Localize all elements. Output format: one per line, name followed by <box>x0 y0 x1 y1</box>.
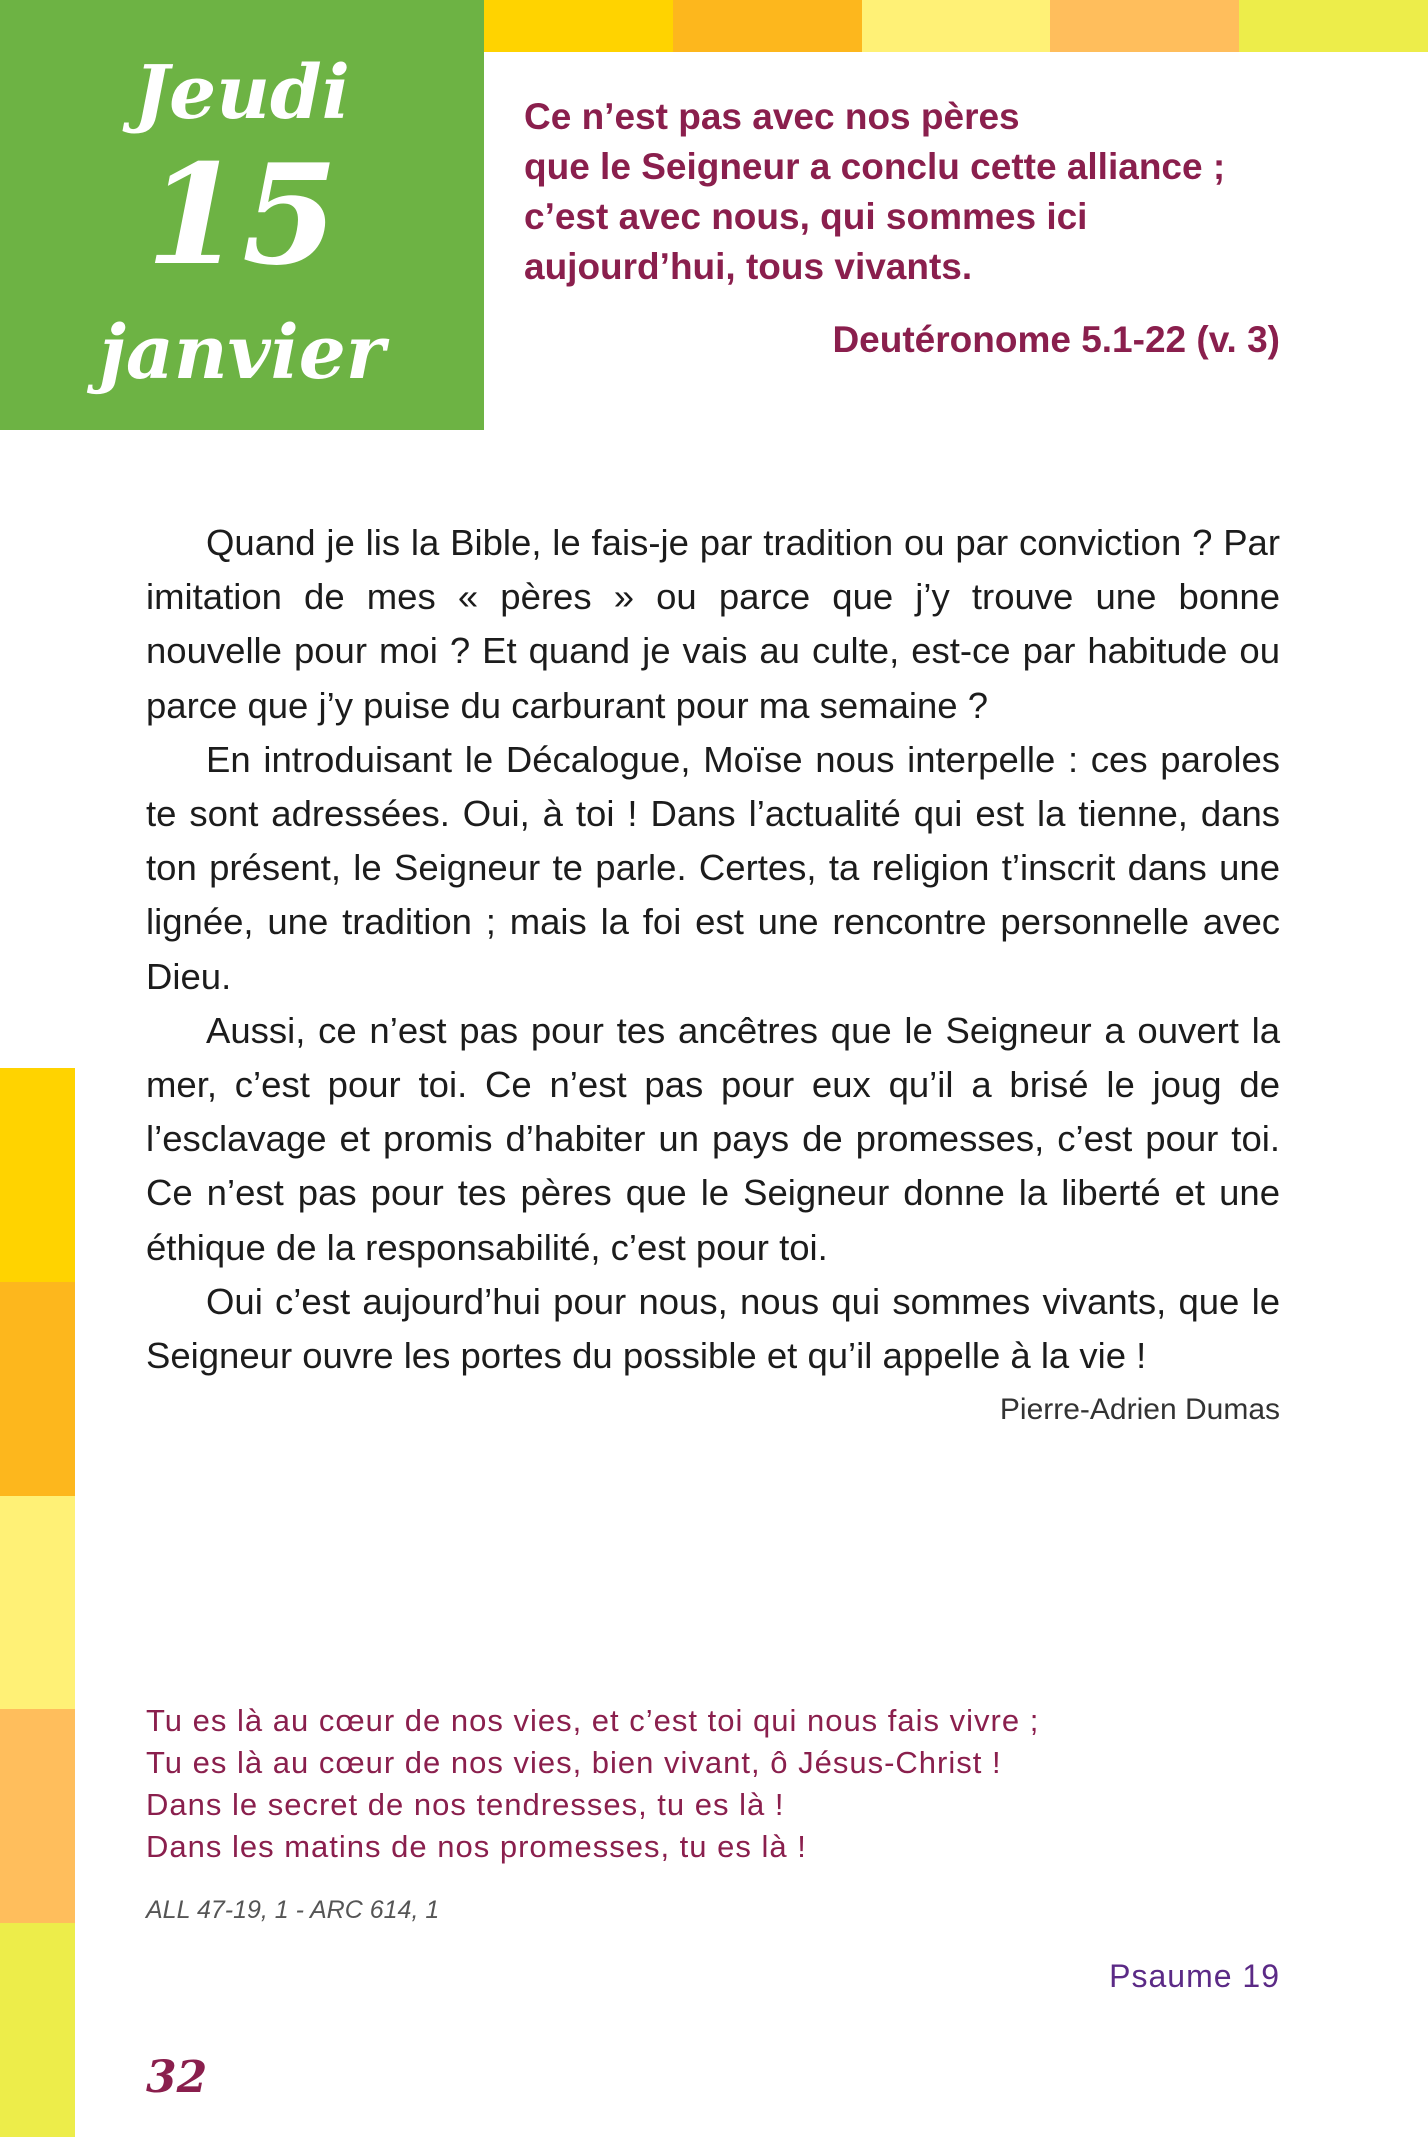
meditation-text <box>146 516 1280 1383</box>
verse-reference: Deutéronome 5.1-22 (v. 3) <box>832 319 1280 360</box>
strip-segment <box>1239 0 1428 52</box>
month-name: janvier <box>99 310 385 396</box>
strip-segment <box>484 0 673 52</box>
hymn-line: Tu es là au cœur de nos vies, et c’est toi qui nous fais vivre ; <box>146 1703 1040 1738</box>
paragraph: Aussi, ce n’est pas pour tes ancêtres que le Seigneur a ouvert la mer, c’est pour toi. Ce n’est pas pour eux qu’il a brisé le joug de l’esclavage et promis d’habiter un pays de promesses, c’est pour toi. Ce n’est pas pour tes pères que le Seigneur donne la liberté et une éthique de la responsabilité, c’est pour toi. <box>146 1009 1280 1268</box>
hymn-reference: ALL 47-19, 1 - ARC 614, 1 <box>146 1896 440 1924</box>
date-block <box>0 0 484 430</box>
verse-line: aujourd’hui, tous vivants. <box>524 246 973 287</box>
psalm-reference: Psaume 19 <box>1109 1958 1280 1994</box>
strip-segment <box>673 0 862 52</box>
strip-segment <box>0 1068 75 1282</box>
hymn-line: Dans les matins de nos promesses, tu es là ! <box>146 1829 807 1864</box>
author: Pierre-Adrien Dumas <box>999 1393 1280 1426</box>
paragraph: Quand je lis la Bible, le fais-je par tradition ou par conviction ? Par imitation de mes « pères » ou parce que j’y trouve une bonne nouvelle pour moi ? Et quand je vais au culte, est-ce par habitude ou parce que j’y puise du carburant pour ma semaine ? <box>146 522 1280 726</box>
strip-segment <box>1050 0 1239 52</box>
paragraph: Oui c’est aujourd’hui pour nous, nous qui sommes vivants, que le Seigneur ouvre les portes du possible et qu’il appelle à la vie ! <box>146 1280 1280 1377</box>
hymn-line: Dans le secret de nos tendresses, tu es là ! <box>146 1787 785 1822</box>
left-color-strip <box>0 1068 75 2137</box>
strip-segment <box>0 1923 75 2137</box>
paragraph: En introduisant le Décalogue, Moïse nous interpelle : ces paroles te sont adressées. Oui, à toi ! Dans l’actualité qui est la tienne, dans ton présent, le Seigneur te parle. Certes, ta religion t’inscrit dans une lignée, une tradition ; mais la foi est une rencontre personnelle avec Dieu. <box>146 738 1280 997</box>
day-number: 15 <box>145 133 339 296</box>
hymn <box>146 1700 1146 1868</box>
day-name: Jeudi <box>134 50 350 136</box>
verse-line: que le Seigneur a conclu cette alliance ; <box>524 146 1226 187</box>
verse-line: Ce n’est pas avec nos pères <box>524 96 1020 137</box>
verse-line: c’est avec nous, qui sommes ici <box>524 196 1088 237</box>
page-number: 32 <box>146 2052 208 2103</box>
strip-segment <box>0 1709 75 1923</box>
top-color-strip <box>484 0 1428 52</box>
bible-verse <box>524 92 1304 292</box>
strip-segment <box>862 0 1051 52</box>
strip-segment <box>0 1282 75 1496</box>
strip-segment <box>0 1496 75 1710</box>
hymn-line: Tu es là au cœur de nos vies, bien vivant, ô Jésus-Christ ! <box>146 1745 1002 1780</box>
